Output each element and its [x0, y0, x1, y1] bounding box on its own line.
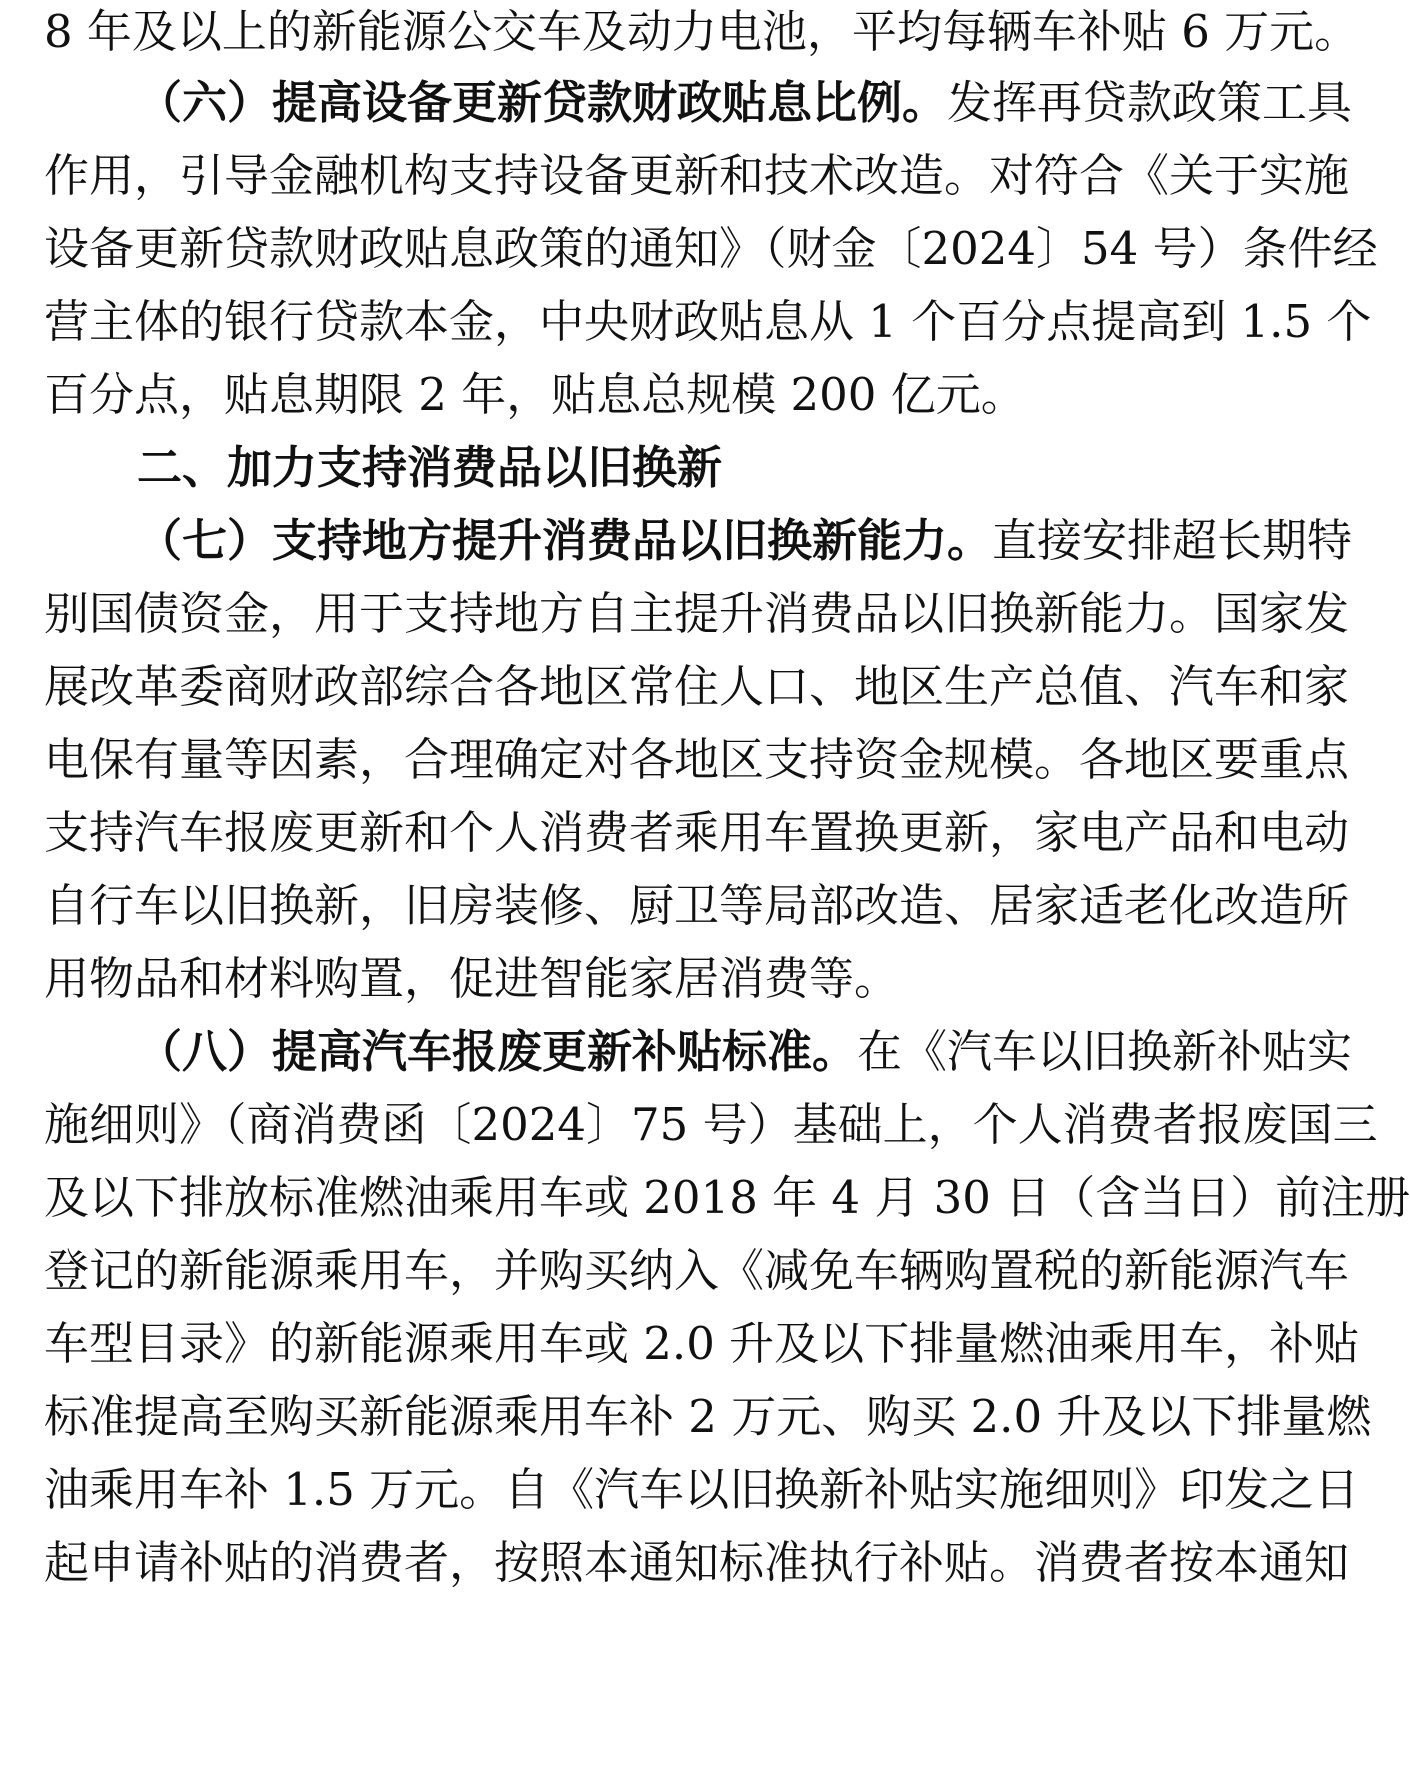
section-heading: 二、加力支持消费品以旧换新	[137, 441, 723, 494]
paragraph-line: 别国债资金，用于支持地方自主提升消费品以旧换新能力。国家发	[44, 587, 1350, 640]
paragraph-7-first-line	[137, 501, 1353, 581]
paragraph-8-first-line	[137, 1012, 1353, 1092]
paragraph-6-title: （六）提高设备更新贷款财政贴息比例。	[137, 76, 948, 129]
paragraph-line: 用物品和材料购置，促进智能家居消费等。	[44, 952, 900, 1005]
paragraph-line: 标准提高至购买新能源乘用车补 2 万元、购买 2.0 升及以下排量燃	[44, 1390, 1372, 1443]
paragraph-line: 展改革委商财政部综合各地区常住人口、地区生产总值、汽车和家	[44, 660, 1350, 713]
paragraph-line: 起申请补贴的消费者，按照本通知标准执行补贴。消费者按本通知	[44, 1536, 1350, 1589]
paragraph-line: 施细则》（商消费函〔2024〕75 号）基础上，个人消费者报废国三	[44, 1098, 1378, 1151]
paragraph-line: 营主体的银行贷款本金，中央财政贴息从 1 个百分点提高到 1.5 个	[44, 295, 1372, 348]
paragraph-8-title: （八）提高汽车报废更新补贴标准。	[137, 1025, 858, 1078]
paragraph-line: 8 年及以上的新能源公交车及动力电池，平均每辆车补贴 6 万元。	[44, 5, 1360, 58]
paragraph-line: 自行车以旧换新，旧房装修、厨卫等局部改造、居家适老化改造所	[44, 879, 1350, 932]
paragraph-6-first-line	[137, 63, 1353, 143]
paragraph-7-title: （七）支持地方提升消费品以旧换新能力。	[137, 514, 993, 567]
paragraph-8-first-text: 在《汽车以旧换新补贴实	[857, 1025, 1353, 1078]
paragraph-line: 电保有量等因素，合理确定对各地区支持资金规模。各地区要重点	[44, 733, 1350, 786]
paragraph-line: 登记的新能源乘用车，并购买纳入《减免车辆购置税的新能源汽车	[44, 1244, 1350, 1297]
paragraph-line: 油乘用车补 1.5 万元。自《汽车以旧换新补贴实施细则》印发之日	[44, 1463, 1360, 1516]
paragraph-line: 设备更新贷款财政贴息政策的通知》（财金〔2024〕54 号）条件经	[44, 222, 1378, 275]
paragraph-line: 百分点，贴息期限 2 年，贴息总规模 200 亿元。	[44, 368, 1026, 421]
paragraph-line: 及以下排放标准燃油乘用车或 2018 年 4 月 30 日（含当日）前注册	[44, 1171, 1410, 1224]
paragraph-line: 支持汽车报废更新和个人消费者乘用车置换更新，家电产品和电动	[44, 806, 1350, 859]
paragraph-line: 作用，引导金融机构支持设备更新和技术改造。对符合《关于实施	[44, 149, 1350, 202]
paragraph-7-first-text: 直接安排超长期特	[992, 514, 1353, 567]
paragraph-line: 车型目录》的新能源乘用车或 2.0 升及以下排量燃油乘用车，补贴	[44, 1317, 1360, 1370]
paragraph-6-first-text: 发挥再贷款政策工具	[947, 76, 1353, 129]
